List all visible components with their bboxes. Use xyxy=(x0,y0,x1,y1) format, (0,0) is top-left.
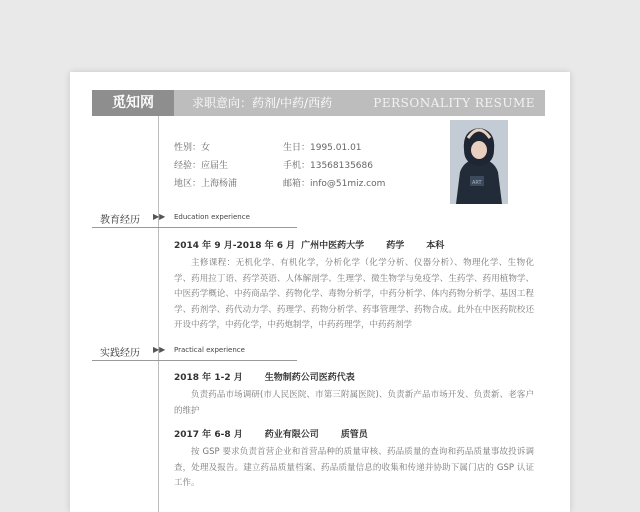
header-tagline: PERSONALITY RESUME xyxy=(373,96,535,110)
practice-divider xyxy=(92,360,297,361)
education-entry-head xyxy=(174,238,466,251)
education-title: 教育经历 xyxy=(100,215,140,226)
profile-region: 地区：上海杨浦 xyxy=(174,179,238,189)
profile-experience: 经验：应届生 xyxy=(174,161,229,171)
practice-title: 实践经历 xyxy=(100,348,140,359)
profile-birthday: 生日：1995.01.01 xyxy=(283,143,362,153)
job-intent: 求职意向：药剂/中药/西药 xyxy=(192,96,333,110)
practice-title-en: Practical experience xyxy=(174,346,245,354)
practice-role: 质管员 xyxy=(340,430,368,440)
double-arrow-right-icon: ▶▶ xyxy=(153,345,166,354)
resume-header xyxy=(92,90,545,116)
education-degree: 本科 xyxy=(426,241,445,251)
profile-left xyxy=(174,139,237,193)
education-period: 2014 年 9 月-2018 年 6 月 xyxy=(174,241,296,251)
practice-description: 负责药品市场调研(市人民医院、市第三附属医院)、负责新产品市场开发、负责新、老客户的维护 xyxy=(174,390,534,416)
person-photo-illustration xyxy=(450,120,508,204)
practice-period: 2018 年 1-2 月 xyxy=(174,373,243,383)
education-school: 广州中医药大学 xyxy=(301,241,365,251)
candidate-name: 觅知网 xyxy=(92,90,174,116)
profile-photo xyxy=(450,120,508,204)
education-divider xyxy=(92,227,297,228)
practice-period: 2017 年 6-8 月 xyxy=(174,430,243,440)
profile-phone: 手机：13568135686 xyxy=(283,161,373,171)
double-arrow-right-icon: ▶▶ xyxy=(153,212,166,221)
resume-page xyxy=(70,72,570,512)
education-title-en: Education experience xyxy=(174,213,250,221)
profile-gender: 性别：女 xyxy=(174,143,211,153)
practice-company: 药业有限公司 xyxy=(264,430,319,440)
practice-company: 生物制药公司医药代表 xyxy=(264,373,355,383)
timeline-line xyxy=(158,116,159,512)
practice-description: 按 GSP 要求负责首营企业和首营品种的质量审核、药品质量的查询和药品质量事故投诉调查，处理及报告。建立药品质量档案、药品质量信息的收集和传递并协助下属门店的 GSP 认证工作。 xyxy=(174,447,534,488)
svg-text:ART: ART xyxy=(472,180,482,186)
practice-entry-head xyxy=(174,427,390,440)
education-description: 主修课程：无机化学、有机化学，分析化学（化学分析、仪器分析）、物理化学、生物化学、药用拉丁语、药学英语、人体解剖学、生理学、微生物学与免疫学、生药学、药用植物学、中医药学概论、中药商品学、药物化学、毒物分析学，中药分析学、体内药物分析学、基因工程学、药剂学、药代动力学、药理学、药物分析学、药事管理学、药物合成。此外在中医药院校还开设中药学，中药化学，中药炮制学，中药药理学，中药药剂学 xyxy=(174,258,534,330)
practice-entry-head xyxy=(174,370,377,383)
profile-right xyxy=(283,139,385,193)
profile-email: 邮箱：info@51miz.com xyxy=(283,179,386,189)
education-major: 药学 xyxy=(386,241,405,251)
